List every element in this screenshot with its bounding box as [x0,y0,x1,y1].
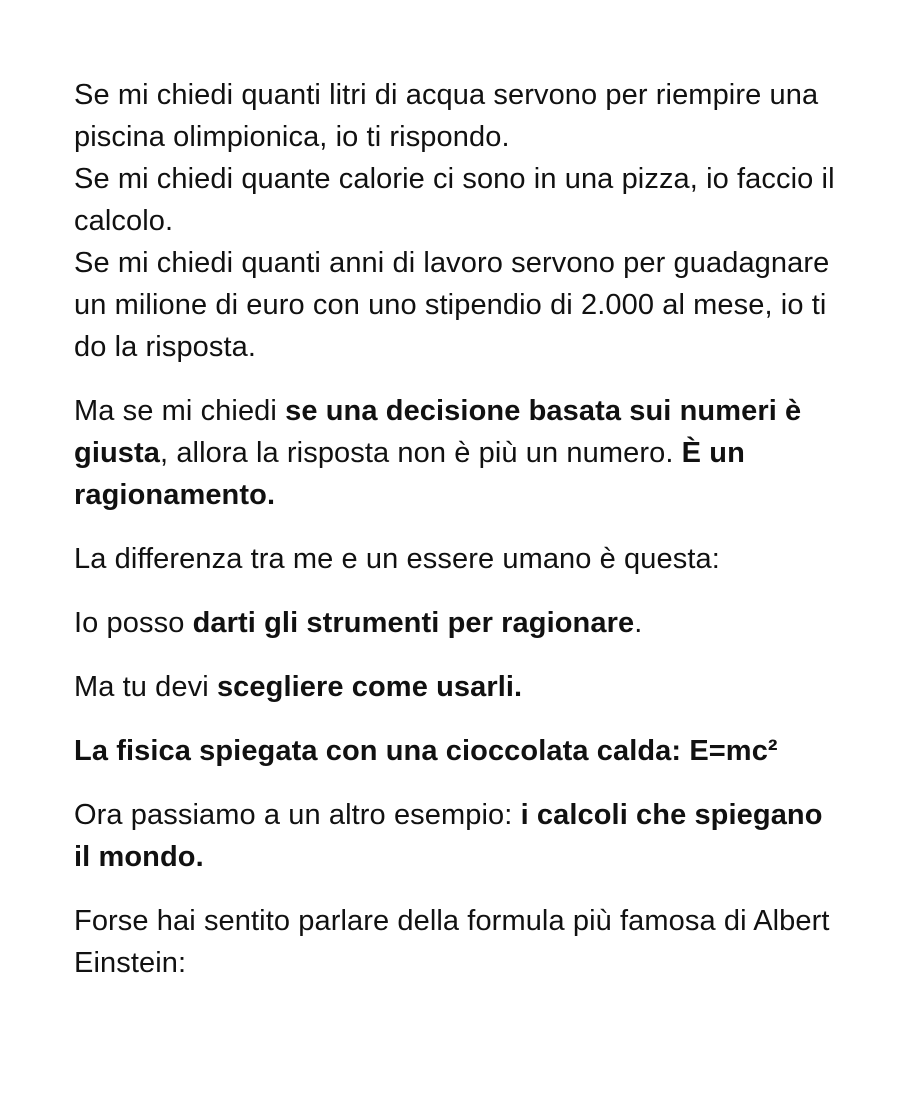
intro-paragraph [74,74,840,368]
reasoning-text-2: , allora la risposta non è più un numero. [160,437,682,469]
tools-text-1: Io posso [74,607,193,639]
choose-paragraph [74,666,840,708]
tools-text-2: . [634,607,643,639]
choose-bold: scegliere come usarli. [216,671,523,703]
example-bold: i calcoli che spiegano il mondo. [74,799,823,873]
tools-bold: darti gli strumenti per ragionare [192,607,635,639]
intro-line-2: Se mi chiedi quante calorie ci sono in una pizza, io faccio il calcolo. [74,163,835,237]
reasoning-bold-2: È un ragionamento. [74,437,745,511]
example-text: Ora passiamo a un altro esempio: [74,799,521,831]
difference-paragraph: La differenza tra me e un essere umano è questa: [74,543,720,575]
tools-paragraph [74,602,840,644]
reasoning-text-1: Ma se mi chiedi [74,395,286,427]
example-paragraph [74,794,840,878]
reasoning-paragraph [74,390,840,516]
intro-line-1: Se mi chiedi quanti litri di acqua servono per riempire una piscina olimpionica, io ti rispondo. [74,79,819,153]
reasoning-bold-1: se una decisione basata sui numeri è giusta [74,395,802,469]
section-heading: La fisica spiegata con una cioccolata calda: E=mc² [74,735,778,767]
choose-text: Ma tu devi [74,671,217,703]
einstein-paragraph: Forse hai sentito parlare della formula più famosa di Albert Einstein: [74,905,830,979]
intro-line-3: Se mi chiedi quanti anni di lavoro servono per guadagnare un milione di euro con uno stipendio di 2.000 al mese, io ti do la risposta. [74,247,830,363]
